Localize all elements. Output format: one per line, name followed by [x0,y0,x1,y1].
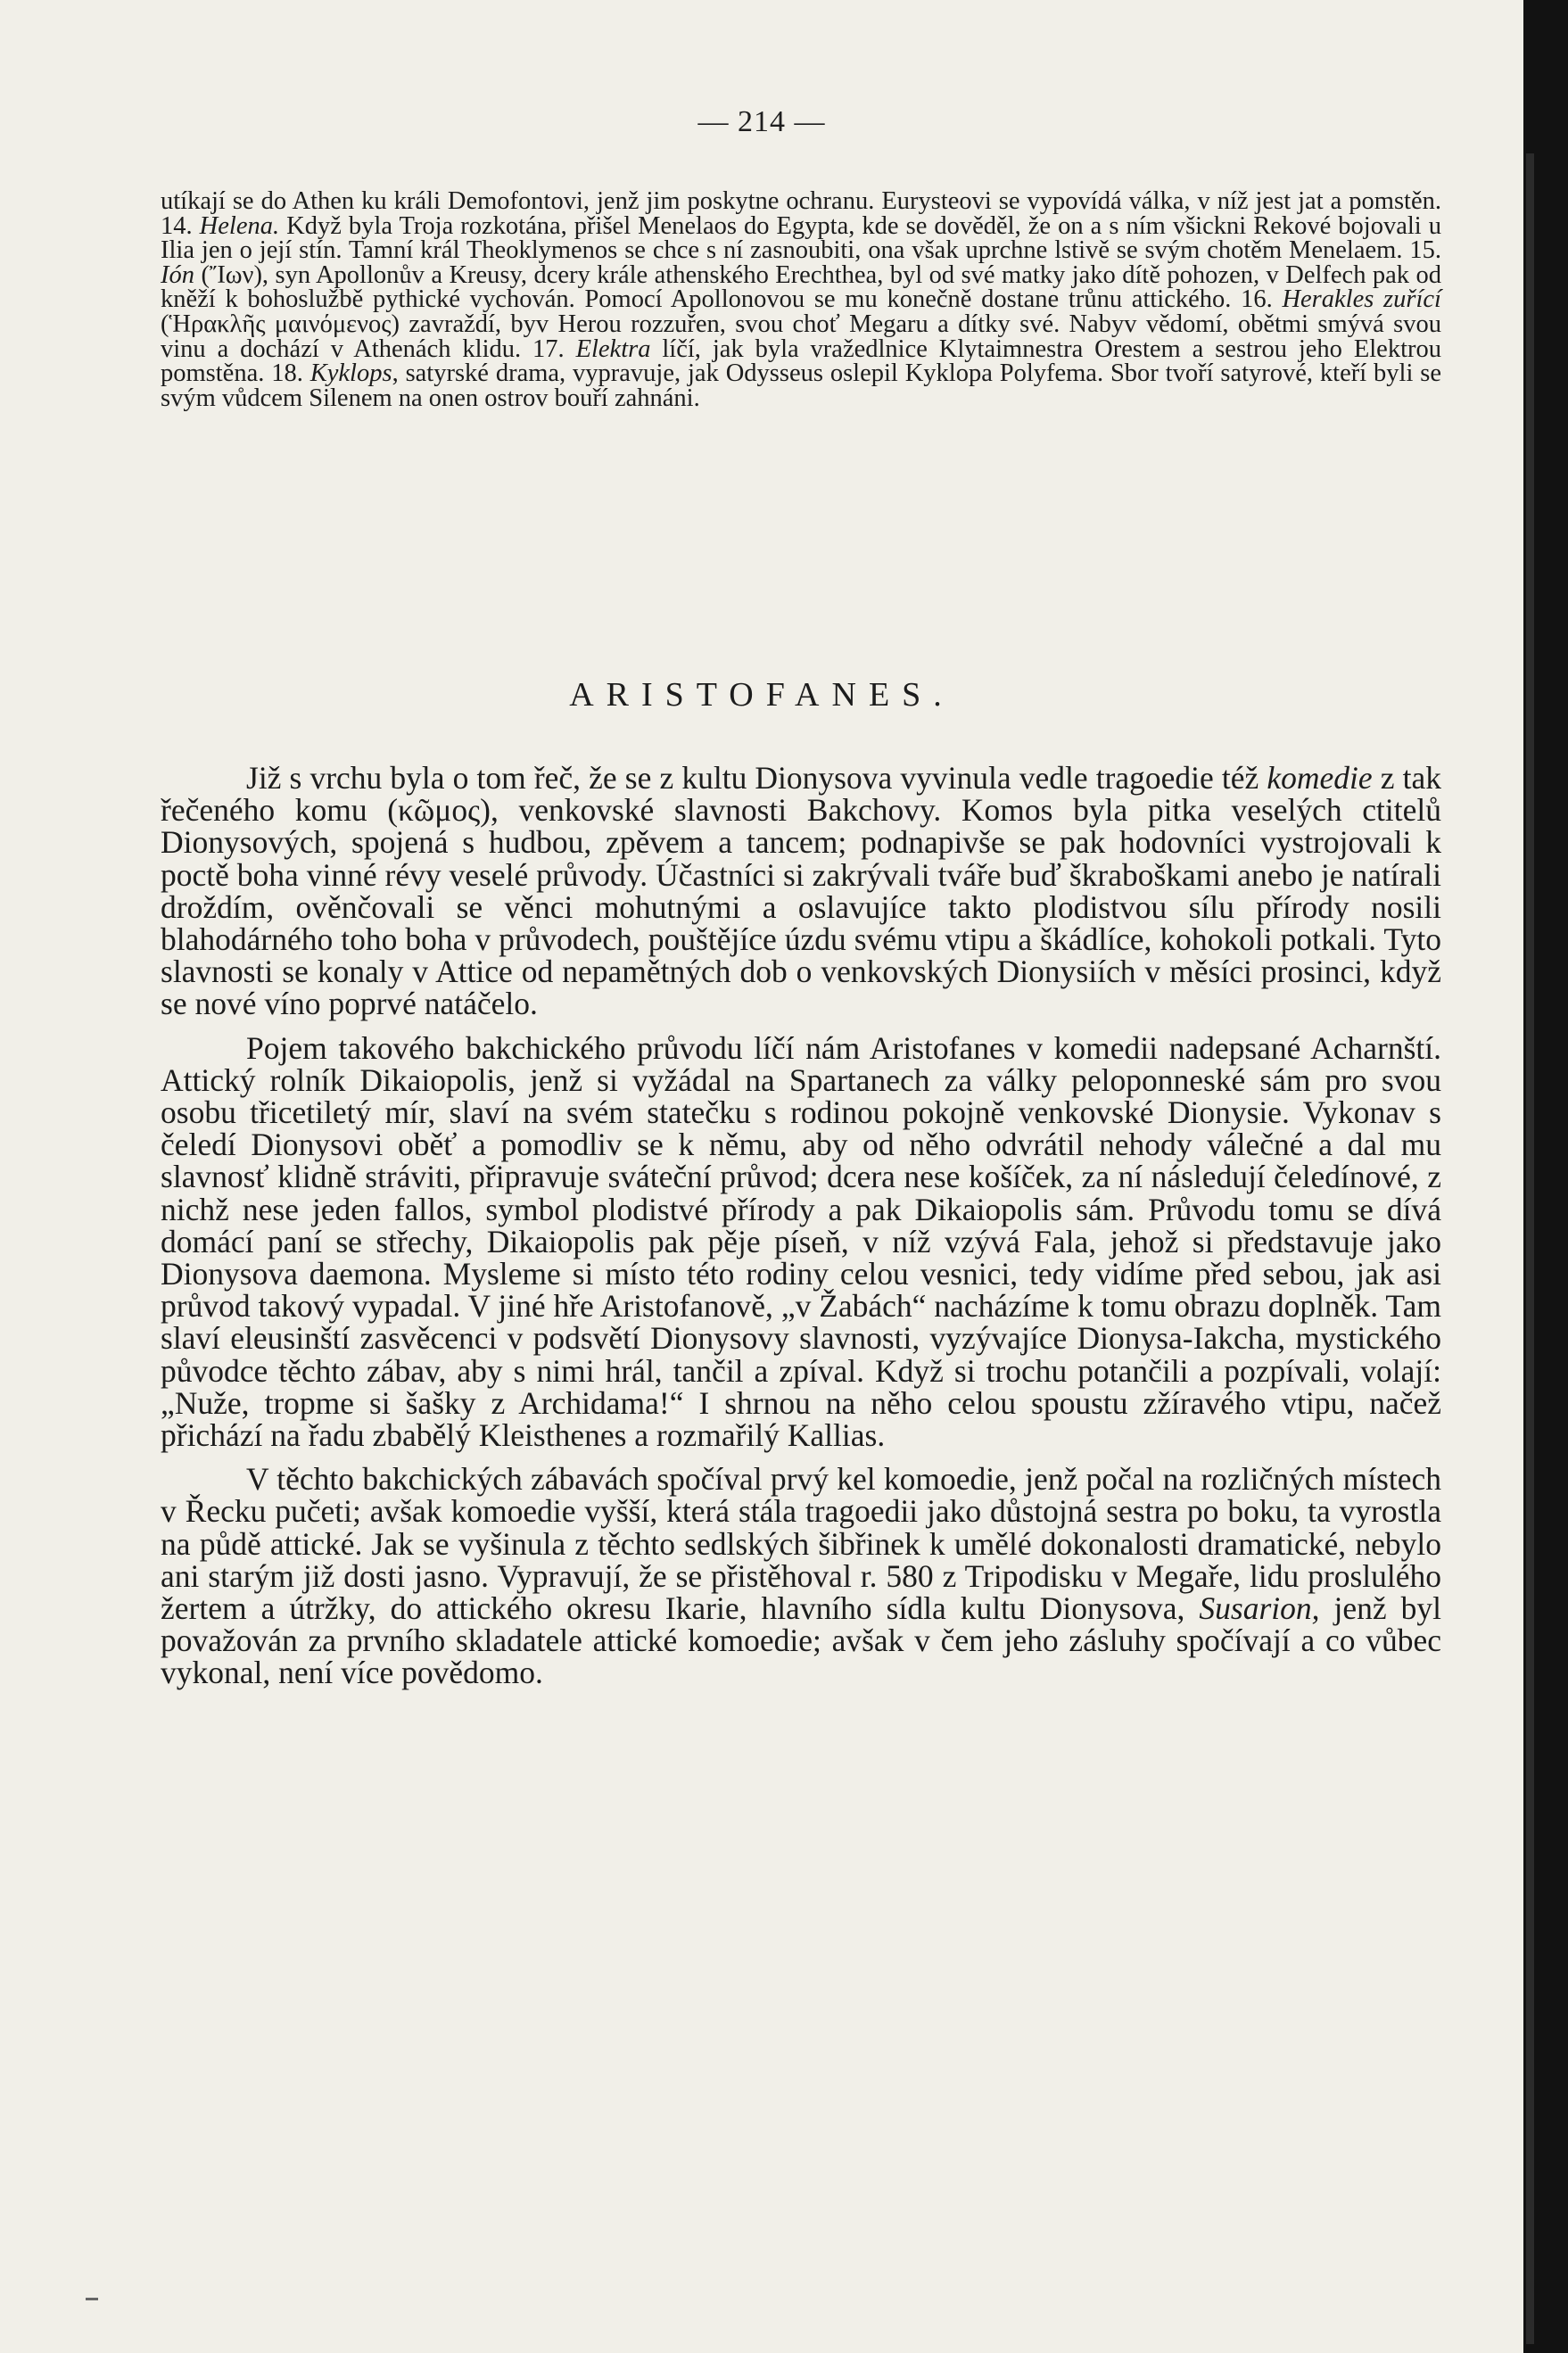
note-text: (Ἡρακλῆς μαινόμενος) zavraždí, byv Herou rozzuřen, svou choť Megaru a dítky své. Nabyv vědomí, obětmi smývá svou vinu a dochází v Athenách klidu. 17. [161,310,1441,363]
page-edge-shadow [1526,153,1534,2344]
paragraph-text: Již s vrchu byla o tom řeč, že se z kultu Dionysova vyvinula vedle tragoedie též [246,760,1267,796]
note-text: , satyrské drama, vypravuje, jak Odysseus oslepil Kyklopa Polyfema. Sbor tvoří satyrové, kteří byli se svým vůdcem Silenem na onen ostrov bouří zahnáni. [161,359,1441,412]
note-text: (Ἴων), syn Apollonův a Kreusy, dcery krále athenského Erechthea, byl od své matky jako dítě pohozen, v Delfech pak od kněží k bohoslužbě pythické vychován. Pomocí Apollonovou se mu konečně dostane trůnu attického. 16. [161,260,1441,314]
emphasis-komedie: komedie [1267,760,1373,796]
note-title-elektra: Elektra [575,334,651,363]
note-title-kyklops: Kyklops [309,359,392,388]
section-heading: ARISTOFANES. [569,676,954,714]
page-number: — 214 — [697,105,826,138]
note-title-helena: Helena. [199,211,280,240]
paragraph-text: Pojem takového bakchického průvodu líčí nám Aristofanes v komedii nadepsané Acharnští. Attický rolník Dikaiopolis, jenž si vyžádal na Spartanech za války peloponneské sám pro svou osobu třicetiletý mír, slaví na svém statečku s rodinou pokojně venkovské Dionysie. Vykonav s čeledí Dionysovi oběť a pomodliv se k němu, aby od něho odvrátil nehody válečné a dal mu slavnosť klidně stráviti, připravuje sváteční průvod; dcera nese košíček, za ní následují čeledínové, z nichž nese jeden fallos, symbol plodistvé přírody a pak Dikaiopolis sám. Průvodu tomu se dívá domácí paní se střechy, Dikaiopolis pak pěje píseň, v níž vzývá Fala, jehož si představuje jako Dionysova daemona. Mysleme si místo této rodiny celou vesnici, tedy vidíme před sebou, jak asi průvod takový vypadal. V jiné hře Aristofanově, „v Žabách“ nacházíme k tomu obrazu doplněk. Tam slaví eleusinští zasvěcenci v podsvětí Dionysovy slavnosti, vyzývajíce Dionysa-Iakcha, mystického původce těchto zábav, aby s nimi hrál, tančil a zpíval. Když si trochu potančili a pozpívali, volají: „Nuže, tropme si šašky z Archidama!“ I shrnou na něho celou spoustu zžíravého vtipu, načež přichází na řadu zbabělý Kleisthenes a rozmařilý Kallias. [161,1029,1441,1454]
footnote-block [161,189,1441,410]
paragraph-text: z tak řečeného komu (κῶμος), venkovské slavnosti Bakchovy. Komos byla pitka veselých ctitelů Dionysových, spojená s hudbou, zpěvem a tancem; podnapivše se pak hodovníci vystrojovali k poctě boha vinné révy veselé průvody. Účastníci si zakrývali tváře buď škraboškami anebo je natírali droždím, ověnčovali se věnci mohutnými a oslavujíce takto plodistvou sílu přírody nosili blahodárného toho boha v průvodech, pouštějíce úzdu svému vtipu a škádlíce, kohokoli potkali. Tyto slavnosti se konaly v Attice od nepamětných dob o venkovských Dionysiích v měsíci prosinci, když se nové víno poprvé natáčelo. [161,760,1441,1022]
body-text [161,762,1441,1701]
paragraph-2 [161,1029,1441,1454]
note-text: utíkají se do Athen ku králi Demofontovi, jenž jim poskytne ochranu. Eurysteovi se vypovídá válka, v níž jest jat a pomstěn. 14. [161,187,1441,240]
paragraph-3 [161,1461,1441,1691]
note-title-herakles: Herakles zuřící [1282,285,1441,314]
paragraph-1 [161,762,1441,1020]
paper-speck [86,2298,98,2300]
note-title-ion: Ión [161,260,194,289]
paragraph-text: V těchto bakchických zábavách spočíval prvý kel komoedie, jenž počal na rozličných místech v Řecku pučeti; avšak komoedie vyšší, která stála tragoedii jako důstojná sestra po boku, ta vyrostla na půdě attické. Jak se vyšinula z těchto sedlských šibřinek k umělé dokonalosti dramatické, nebylo ani starým již dosti jasno. Vypravují, že se přistěhoval r. 580 z Tripodisku v Megaře, lidu proslulého žertem a útržky, do attického okresu Ikarie, hlavního sídla kultu Dionysova, [161,1461,1441,1627]
note-text: líčí, jak byla vražedlnice Klytaimnestra Orestem a sestrou jeho Elektrou pomstěna. 18. [161,334,1441,388]
paragraph-text: jenž byl považován za prvního skladatele attické komoedie; avšak v čem jeho zásluhy spočívají a co vůbec vykonal, není více povědomo. [161,1590,1441,1691]
emphasis-susarion: Susarion, [1199,1590,1320,1627]
note-text: Když byla Troja rozkotána, přišel Menelaos do Egypta, kde se dověděl, že on a s ním všickni Rekové bojovali u Ilia jen o její stín. Tamní král Theoklymenos se chce s ní zasnoubiti, ona však uprchne lstivě se svým chotěm Menelaem. 15. [161,211,1441,265]
